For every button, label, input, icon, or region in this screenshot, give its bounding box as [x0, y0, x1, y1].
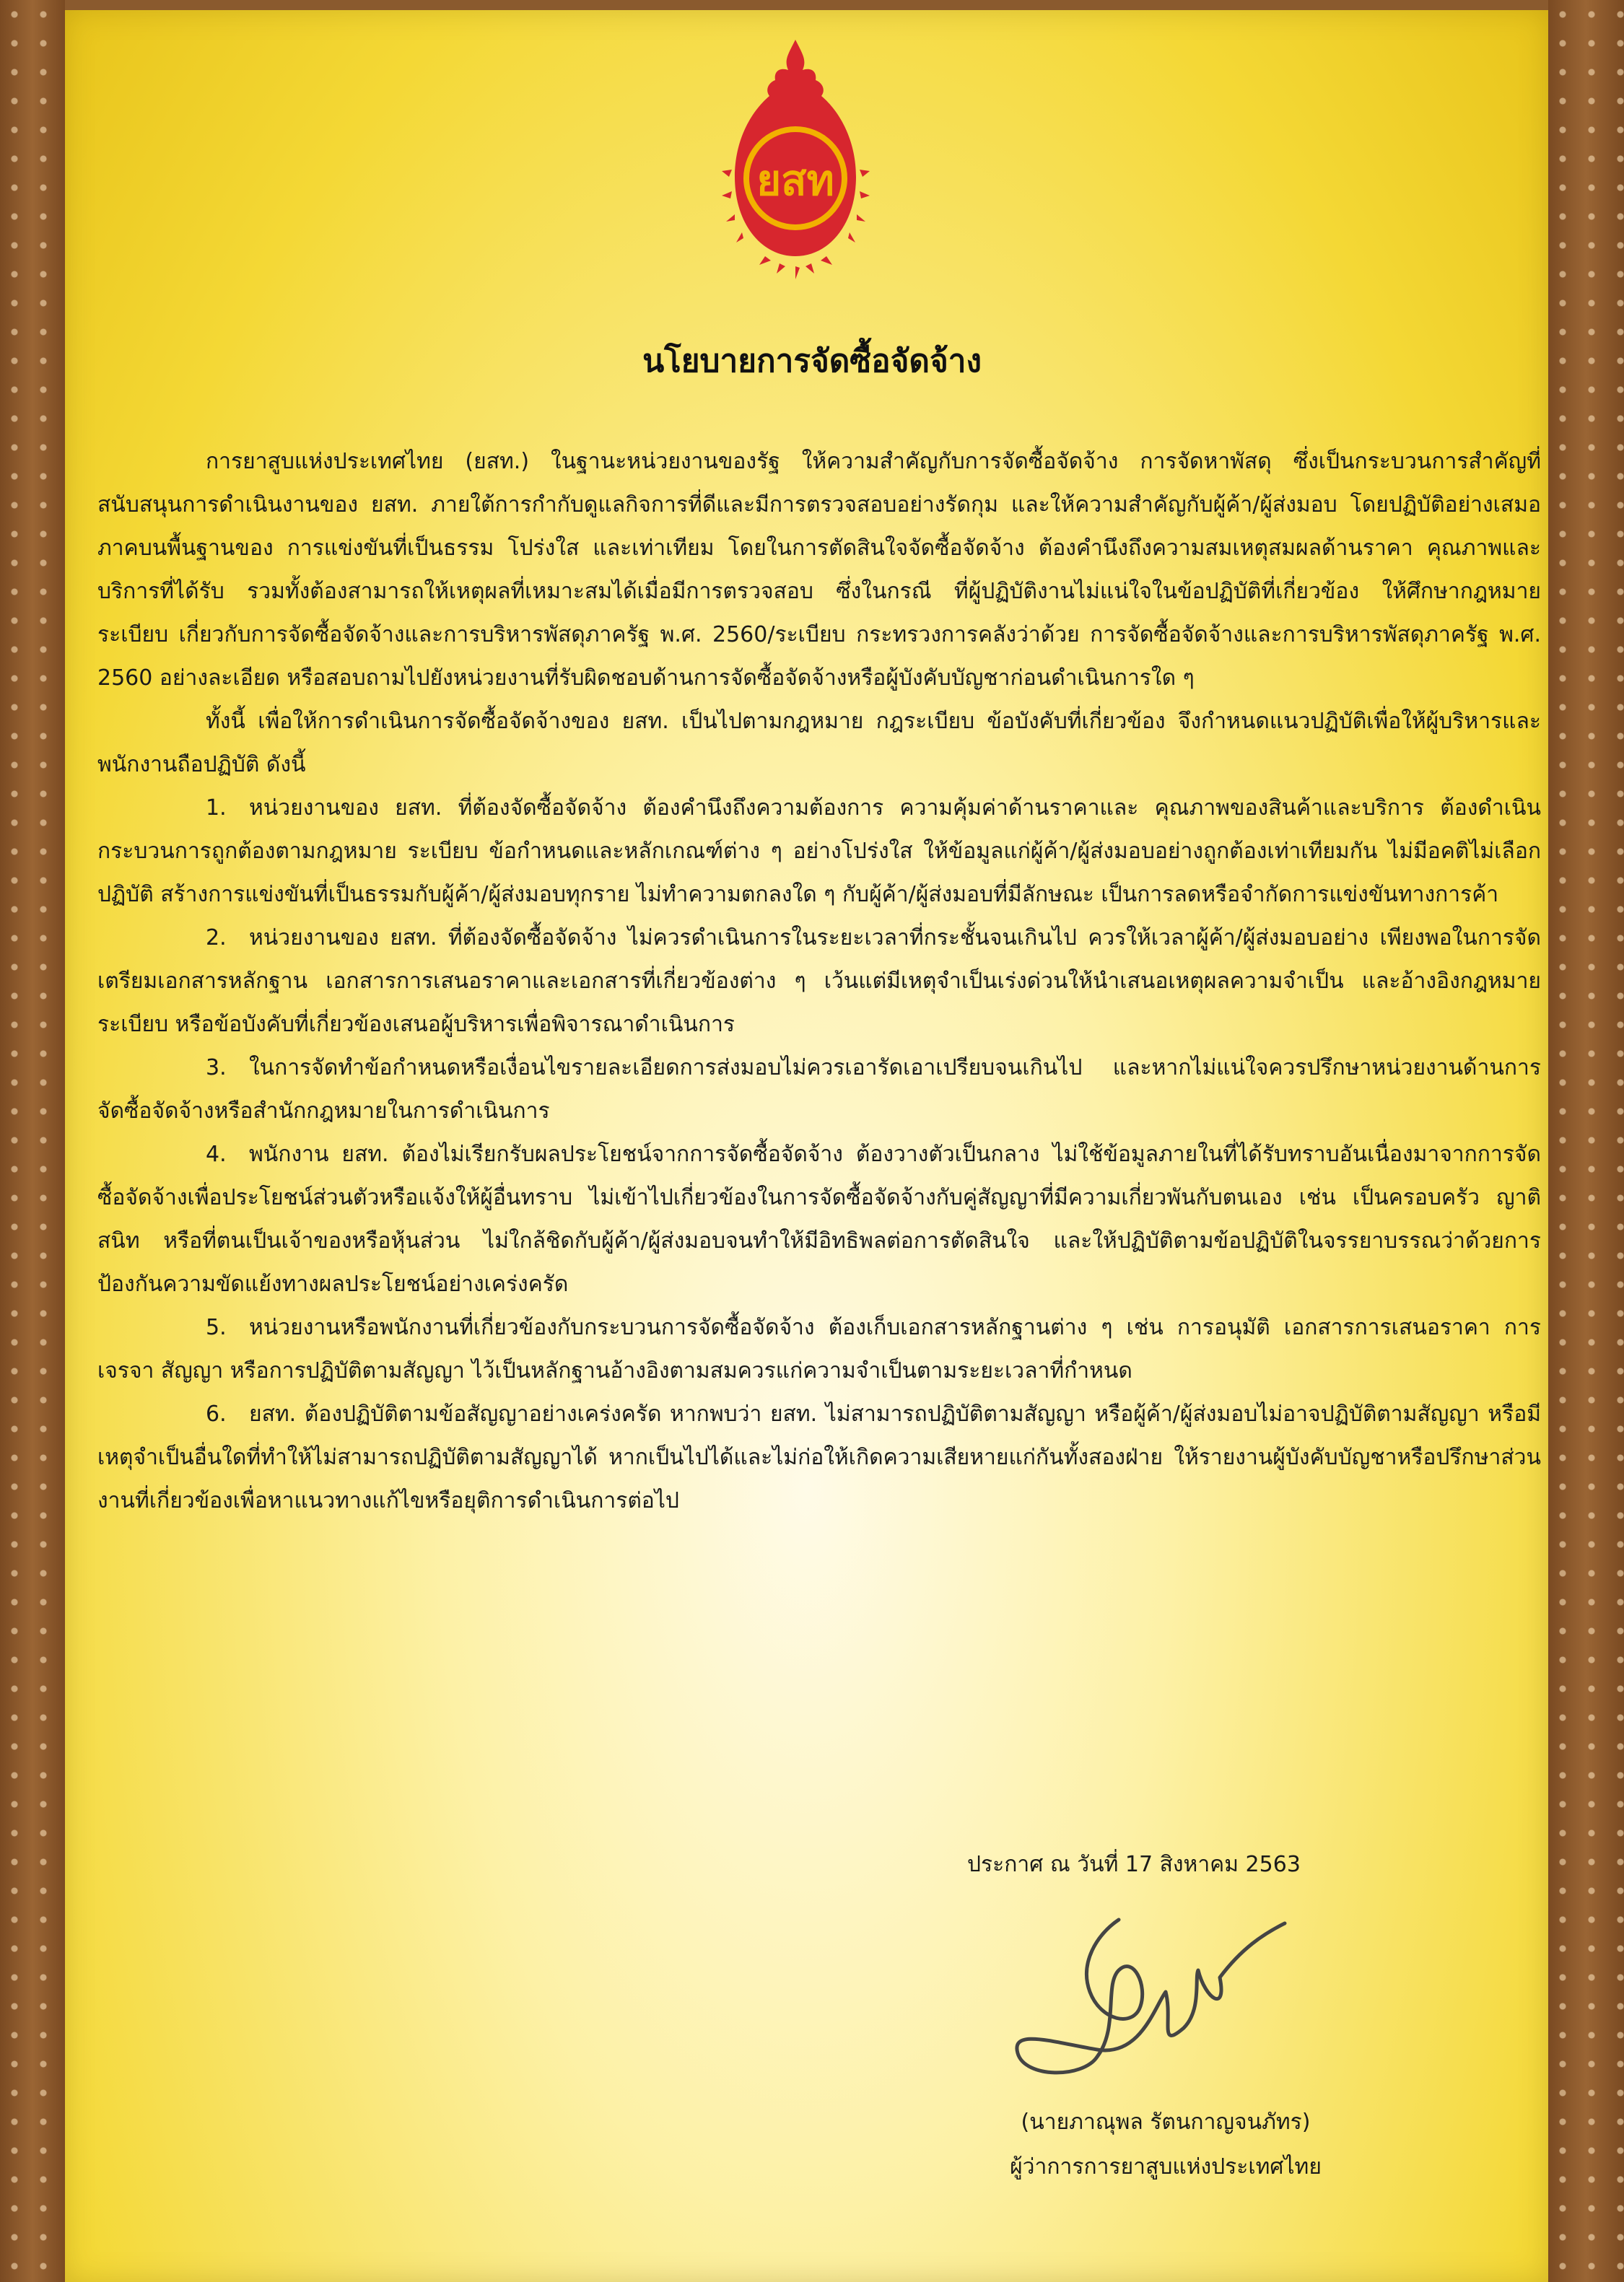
policy-item: [97, 787, 1541, 917]
policy-item: [97, 1393, 1541, 1523]
item-text: ในการจัดทำข้อกำหนดหรือเงื่อนไขรายละเอียดการส่งมอบไม่ควรเอารัดเอาเปรียบจนเกินไป และหากไม่แน่ใจควรปรึกษาหน่วยงานด้านการจัดซื้อจัดจ้างหรือสำนักกฎหมายในการดำเนินการ: [97, 1055, 1541, 1124]
item-number: 3.: [206, 1055, 227, 1080]
item-number: 6.: [206, 1402, 227, 1427]
item-number: 5.: [206, 1315, 227, 1340]
logo-text: ยสท: [756, 156, 834, 205]
policy-item: [97, 917, 1541, 1046]
item-text: หน่วยงานของ ยสท. ที่ต้องจัดซื้อจัดจ้าง ต้องคำนึงถึงความต้องการ ความคุ้มค่าด้านราคาและ คุณภาพของสินค้าและบริการ ต้องดำเนินกระบวนการถูกต้องตามกฎหมาย ระเบียบ ข้อกำหนดและหลักเกณฑ์ต่าง ๆ อย่างโปร่งใส ให้ข้อมูลแก่ผู้ค้า/ผู้ส่งมอบอย่างถูกต้องเท่าเทียมกัน ไม่มีอคติไม่เลือกปฏิบัติ สร้างการแข่งขันที่เป็นธรรมกับผู้ค้า/ผู้ส่งมอบทุกราย ไม่ทำความตกลงใด ๆ กับผู้ค้า/ผู้ส่งมอบที่มีลักษณะ เป็นการลดหรือจำกัดการแข่งขันทางการค้า: [97, 795, 1541, 907]
item-text: ยสท. ต้องปฏิบัติตามข้อสัญญาอย่างเคร่งครัด หากพบว่า ยสท. ไม่สามารถปฏิบัติตามสัญญา หรือผู้ค้า/ผู้ส่งมอบไม่อาจปฏิบัติตามสัญญา หรือมีเหตุจำเป็นอื่นใดที่ทำให้ไม่สามารถปฏิบัติตามสัญญาได้ หากเป็นไปได้และไม่ก่อให้เกิดความเสียหายแก่กันทั้งสองฝ่าย ให้รายงานผู้บังคับบัญชาหรือปรึกษาส่วนงานที่เกี่ยวข้องเพื่อหาแนวทางแก้ไขหรือยุติการดำเนินการต่อไป: [97, 1402, 1541, 1513]
signer-block: [985, 2100, 1346, 2190]
item-text: พนักงาน ยสท. ต้องไม่เรียกรับผลประโยชน์จากการจัดซื้อจัดจ้าง ต้องวางตัวเป็นกลาง ไม่ใช้ข้อมูลภายในที่ได้รับทราบอันเนื่องมาจากการจัดซื้อจัดจ้างเพื่อประโยชน์ส่วนตัวหรือแจ้งให้ผู้อื่นทราบ ไม่เข้าไปเกี่ยวข้องในการจัดซื้อจัดจ้างกับคู่สัญญาที่มีความเกี่ยวพันกับตนเอง เช่น เป็นครอบครัว ญาติสนิท หรือที่ตนเป็นเจ้าของหรือหุ้นส่วน ไม่ใกล้ชิดกับผู้ค้า/ผู้ส่งมอบจนทำให้มีอิทธิพลต่อการตัดสินใจ และให้ปฏิบัติตามข้อปฏิบัติในจรรยาบรรณว่าด้วยการป้องกันความขัดแย้งทางผลประโยชน์อย่างเคร่งครัด: [97, 1142, 1541, 1297]
item-number: 4.: [206, 1142, 227, 1167]
item-text: หน่วยงานของ ยสท. ที่ต้องจัดซื้อจัดจ้าง ไม่ควรดำเนินการในระยะเวลาที่กระชั้นจนเกินไป ควรให้เวลาผู้ค้า/ผู้ส่งมอบอย่าง เพียงพอในการจัดเตรียมเอกสารหลักฐาน เอกสารการเสนอราคาและเอกสารที่เกี่ยวข้องต่าง ๆ เว้นแต่มีเหตุจำเป็นเร่งด่วนให้นำเสนอเหตุผลความจำเป็น และอ้างอิงกฎหมาย ระเบียบ หรือข้อบังคับที่เกี่ยวข้องเสนอผู้บริหารเพื่อพิจารณาดำเนินการ: [97, 925, 1541, 1037]
signer-name: (นายภาณุพล รัตนกาญจนภัทร): [1021, 2110, 1311, 2135]
intro-paragraph: การยาสูบแห่งประเทศไทย (ยสท.) ในฐานะหน่วยงานของรัฐ ให้ความสำคัญกับการจัดซื้อจัดจ้าง การจัดหาพัสดุ ซึ่งเป็นกระบวนการสำคัญที่สนับสนุนการดำเนินงานของ ยสท. ภายใต้การกำกับดูแลกิจการที่ดีและมีการตรวจสอบอย่างรัดกุม และให้ความสำคัญกับผู้ค้า/ผู้ส่งมอบ โดยปฏิบัติอย่างเสมอภาคบนพื้นฐานของ การแข่งขันที่เป็นธรรม โปร่งใส และเท่าเทียม โดยในการตัดสินใจจัดซื้อจัดจ้าง ต้องคำนึงถึงความสมเหตุสมผลด้านราคา คุณภาพและบริการที่ได้รับ รวมทั้งต้องสามารถให้เหตุผลที่เหมาะสมได้เมื่อมีการตรวจสอบ ซึ่งในกรณี ที่ผู้ปฏิบัติงานไม่แน่ใจในข้อปฏิบัติที่เกี่ยวข้อง ให้ศึกษากฎหมาย ระเบียบ เกี่ยวกับการจัดซื้อจัดจ้างและการบริหารพัสดุภาครัฐ พ.ศ. 2560/ระเบียบ กระทรวงการคลังว่าด้วย การจัดซื้อจัดจ้างและการบริหารพัสดุภาครัฐ พ.ศ. 2560 อย่างละเอียด หรือสอบถามไปยังหน่วยงานที่รับผิดชอบด้านการจัดซื้อจัดจ้างหรือผู้บังคับบัญชาก่อนดำเนินการใด ๆ: [97, 449, 1541, 691]
policy-item: [97, 1133, 1541, 1306]
policy-item: [97, 1046, 1541, 1133]
item-text: หน่วยงานหรือพนักงานที่เกี่ยวข้องกับกระบวนการจัดซื้อจัดจ้าง ต้องเก็บเอกสารหลักฐานต่าง ๆ เช่น การอนุมัติ เอกสารการเสนอราคา การเจรจา สัญญา หรือการปฏิบัติตามสัญญา ไว้เป็นหลักฐานอ้างอิงตามสมควรแก่ความจำเป็นตามระยะเวลาที่กำหนด: [97, 1315, 1541, 1383]
document-body: [97, 440, 1541, 1523]
tobacco-authority-logo-icon: [722, 40, 870, 281]
signature-image: [1010, 1905, 1299, 2093]
document-title: นโยบายการจัดซื้อจัดจ้าง: [642, 343, 982, 380]
lead-paragraph: ทั้งนี้ เพื่อให้การดำเนินการจัดซื้อจัดจ้างของ ยสท. เป็นไปตามกฎหมาย กฎระเบียบ ข้อบังคับที่เกี่ยวข้อง จึงกำหนดแนวปฏิบัติเพื่อให้ผู้บริหารและพนักงานถือปฏิบัติ ดังนี้: [97, 709, 1541, 777]
item-number: 1.: [206, 795, 227, 821]
item-number: 2.: [206, 925, 227, 950]
policy-item: [97, 1306, 1541, 1393]
signer-position: ผู้ว่าการการยาสูบแห่งประเทศไทย: [1010, 2154, 1322, 2180]
announcement-date: ประกาศ ณ วันที่ 17 สิงหาคม 2563: [967, 1852, 1301, 1877]
